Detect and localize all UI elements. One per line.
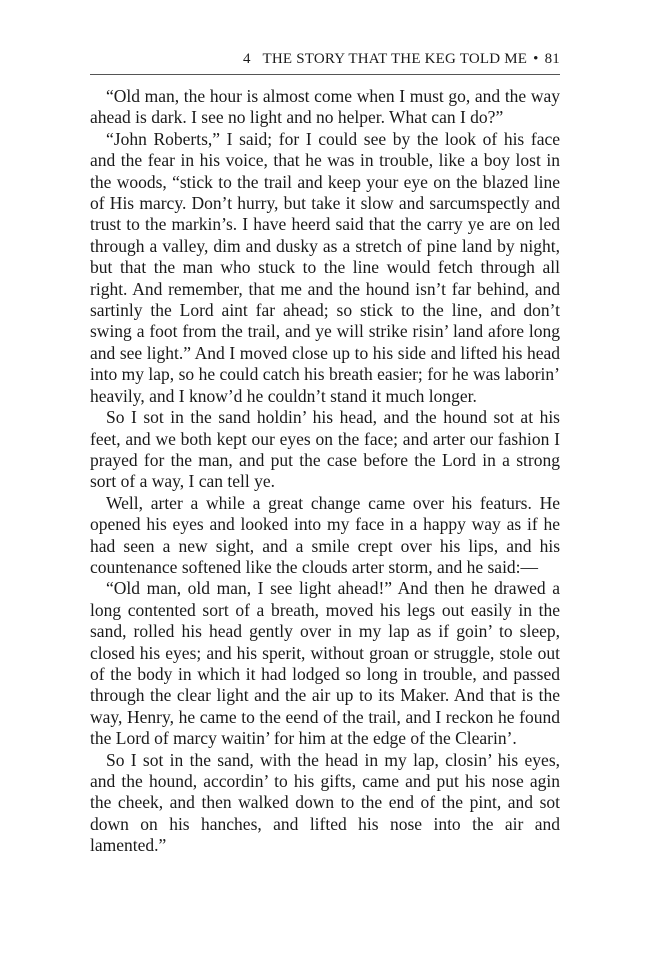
paragraph: “Old man, the hour is almost come when I must go, and the way ahead is dark. I see no light and no helper. What can I do?” (90, 86, 560, 128)
chapter-title: THE STORY THAT THE KEG TOLD ME (262, 51, 528, 67)
paragraph: So I sot in the sand, with the head in my lap, closin’ his eyes, and the hound, accordin’ to his gifts, came and put his nose agin the cheek, and then walked down to the end of the pint, and sot down on his hanches, and lifted his nose into the air and lamented.” (90, 749, 560, 856)
paragraph: So I sot in the sand holdin’ his head, and the hound sot at his feet, and we both kept our eyes on the face; and arter our fashion I prayed for the man, and put the case before the Lord in a strong sort of a way, I can tell ye. (90, 407, 560, 492)
header-bullet: • (533, 51, 539, 67)
book-page (90, 0, 560, 975)
paragraph: “Old man, old man, I see light ahead!” And then he drawed a long contented sort of a breath, moved his legs out easily in the sand, rolled his head gently over in my lap as if goin’ to sleep, closed his eyes; and his sperit, without groan or struggle, stole out of the body in which it had lodged so long in trouble, and passed through the clear light and the air up to its Maker. And that is the way, Henry, he came to the eend of the trail, and I reckon he found the Lord of marcy waitin’ for him at the edge of the Clearin’. (90, 578, 560, 749)
header-rule (90, 74, 560, 75)
running-head (90, 48, 560, 70)
page-number: 81 (544, 51, 560, 67)
paragraph: Well, arter a while a great change came over his featurs. He opened his eyes and looked into my face in a happy way as if he had seen a new sight, and a smile crept over his lips, and his countenance softened like the clouds arter storm, and he said:— (90, 492, 560, 577)
chapter-number: 4 (242, 51, 251, 67)
paragraph: “John Roberts,” I said; for I could see by the look of his face and the fear in his voice, that he was in trouble, like a boy lost in the woods, “stick to the trail and keep your eye on the blazed line of His marcy. Don’t hurry, but take it slow and sarcumspectly and trust to the markin’s. I have heerd said that the carry ye are on led through a valley, dim and dusky as a stretch of pine land by night, but that the man who stuck to the line would fetch through all right. And remember, that me and the hound isn’t far behind, and sartinly the Lord aint far ahead; so stick to the line, and don’t swing a foot from the trail, and ye will strike risin’ land afore long and see light.” And I moved close up to his side and lifted his head into my lap, so he could catch his breath easier; for he was laborin’ heavily, and I know’d he couldn’t stand it much longer. (90, 128, 560, 406)
body-text (90, 86, 560, 857)
